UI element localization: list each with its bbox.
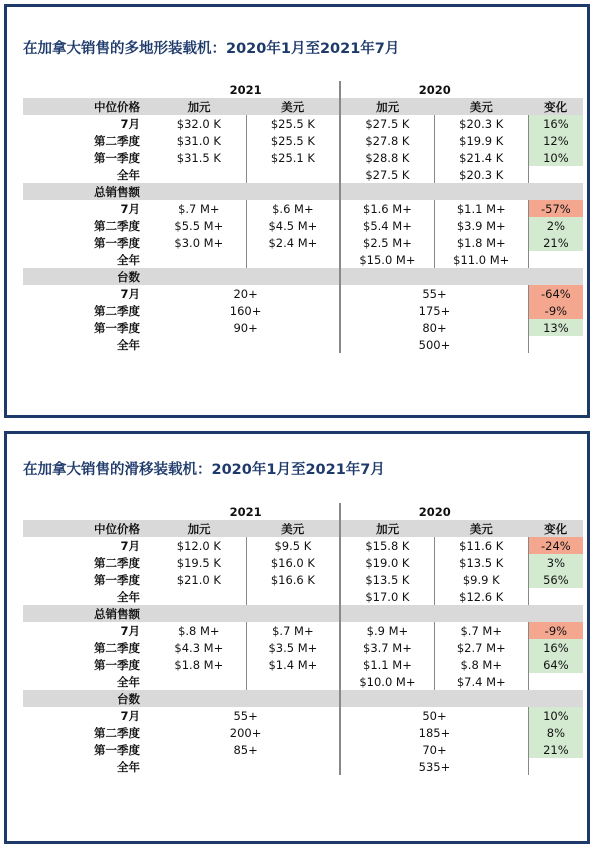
value-2020-cad: $.9 M+	[340, 622, 434, 639]
value-2021-cad	[152, 166, 246, 183]
value-2021-cad: $.8 M+	[152, 622, 246, 639]
change-value: 10%	[528, 149, 583, 166]
value-2021-cad: $12.0 K	[152, 537, 246, 554]
row-label: 第二季度	[94, 303, 141, 318]
value-2020-usd: $3.9 M+	[434, 217, 528, 234]
units-2020: 55+	[340, 285, 528, 302]
value-2021-usd: $1.4 M+	[246, 656, 340, 673]
value-2020-usd: $7.4 M+	[434, 673, 528, 690]
value-2020-cad: $27.5 K	[340, 166, 434, 183]
value-2021-usd: $2.4 M+	[246, 234, 340, 251]
usd-header: 美元	[246, 520, 340, 537]
table-row	[23, 588, 583, 605]
row-label: 第一季度	[94, 320, 141, 335]
change-header: 变化	[528, 98, 583, 115]
change-value: 8%	[528, 724, 583, 741]
blank-cell	[528, 503, 583, 520]
table-row	[23, 251, 583, 268]
value-2021-usd: $.7 M+	[246, 622, 340, 639]
column-header-row	[23, 98, 583, 115]
table-row	[23, 673, 583, 690]
row-label: 第一季度	[94, 572, 141, 587]
blank-cell	[434, 605, 528, 622]
value-2021-usd: $25.5 K	[246, 132, 340, 149]
value-2020-usd: $1.8 M+	[434, 234, 528, 251]
change-value: -9%	[528, 622, 583, 639]
cad-header: 加元	[340, 520, 434, 537]
change-value	[528, 758, 583, 775]
change-value: 56%	[528, 571, 583, 588]
row-label: 全年	[117, 759, 141, 774]
blank-cell	[528, 81, 583, 98]
median-price-header: 中位价格	[23, 98, 152, 115]
change-value: 13%	[528, 319, 583, 336]
value-2021-cad: $31.5 K	[152, 149, 246, 166]
change-value: 21%	[528, 741, 583, 758]
table-row	[23, 217, 583, 234]
total-sales-section	[23, 183, 583, 200]
row-label: 第一季度	[94, 150, 141, 165]
row-label: 全年	[117, 674, 141, 689]
units-2020: 70+	[340, 741, 528, 758]
usd-header: 美元	[434, 98, 528, 115]
blank-cell	[434, 690, 528, 707]
table-row	[23, 319, 583, 336]
value-2021-cad: $1.8 M+	[152, 656, 246, 673]
year-2021-label: 2021	[229, 82, 262, 97]
change-value	[528, 166, 583, 183]
blank-cell	[340, 268, 434, 285]
units-2020: 175+	[340, 302, 528, 319]
value-2020-usd: $2.7 M+	[434, 639, 528, 656]
value-2021-usd	[246, 588, 340, 605]
value-2020-usd: $9.9 K	[434, 571, 528, 588]
table-row	[23, 149, 583, 166]
row-label: 7月	[120, 623, 141, 638]
units-2021: 55+	[152, 707, 340, 724]
change-value: 2%	[528, 217, 583, 234]
usd-header: 美元	[246, 98, 340, 115]
units-section	[23, 690, 583, 707]
value-2021-cad	[152, 673, 246, 690]
change-value	[528, 251, 583, 268]
sales-table	[23, 81, 583, 353]
table-row	[23, 285, 583, 302]
row-label: 第二季度	[94, 218, 141, 233]
value-2021-usd	[246, 673, 340, 690]
value-2020-usd: $11.6 K	[434, 537, 528, 554]
change-value	[528, 673, 583, 690]
value-2021-usd: $9.5 K	[246, 537, 340, 554]
row-label: 第二季度	[94, 725, 141, 740]
value-2021-usd: $25.1 K	[246, 149, 340, 166]
value-2021-usd: $4.5 M+	[246, 217, 340, 234]
value-2020-usd: $12.6 K	[434, 588, 528, 605]
table-title: 在加拿大销售的多地形装载机：2020年1月至2021年7月	[23, 41, 400, 57]
value-2020-usd: $13.5 K	[434, 554, 528, 571]
blank-cell	[340, 605, 434, 622]
total-sales-section-label: 总销售额	[23, 605, 152, 622]
blank-cell	[434, 268, 528, 285]
table-row	[23, 639, 583, 656]
table-row	[23, 571, 583, 588]
value-2021-cad: $21.0 K	[152, 571, 246, 588]
blank-cell	[152, 690, 246, 707]
table-row	[23, 132, 583, 149]
table-row	[23, 234, 583, 251]
change-value: -24%	[528, 537, 583, 554]
cad-header: 加元	[340, 98, 434, 115]
change-value: -9%	[528, 302, 583, 319]
total-sales-section-label: 总销售额	[23, 183, 152, 200]
blank-cell	[340, 690, 434, 707]
value-2020-cad: $3.7 M+	[340, 639, 434, 656]
cad-header: 加元	[152, 98, 246, 115]
row-label: 7月	[120, 116, 141, 131]
value-2021-cad: $31.0 K	[152, 132, 246, 149]
row-label: 第一季度	[94, 657, 141, 672]
row-label: 第二季度	[94, 640, 141, 655]
row-label: 7月	[120, 286, 141, 301]
value-2020-usd: $20.3 K	[434, 166, 528, 183]
units-section	[23, 268, 583, 285]
value-2020-cad: $1.6 M+	[340, 200, 434, 217]
value-2020-cad: $10.0 M+	[340, 673, 434, 690]
value-2021-usd	[246, 166, 340, 183]
row-label: 全年	[117, 589, 141, 604]
year-header-row	[23, 503, 583, 520]
change-value: 16%	[528, 639, 583, 656]
blank-cell	[246, 690, 340, 707]
units-2020: 500+	[340, 336, 528, 353]
value-2021-usd: $16.0 K	[246, 554, 340, 571]
year-2020-label: 2020	[340, 81, 528, 98]
table-row	[23, 758, 583, 775]
blank-cell	[23, 81, 152, 98]
value-2020-cad: $15.8 K	[340, 537, 434, 554]
median-price-header: 中位价格	[23, 520, 152, 537]
change-value: -57%	[528, 200, 583, 217]
table-row	[23, 656, 583, 673]
row-label: 7月	[120, 708, 141, 723]
value-2021-cad: $19.5 K	[152, 554, 246, 571]
value-2021-usd: $3.5 M+	[246, 639, 340, 656]
units-2021: 90+	[152, 319, 340, 336]
units-2020: 185+	[340, 724, 528, 741]
blank-cell	[528, 268, 583, 285]
value-2021-usd	[246, 251, 340, 268]
table-title: 在加拿大销售的滑移装载机：2020年1月至2021年7月	[23, 462, 385, 478]
table-row	[23, 302, 583, 319]
value-2021-cad: $4.3 M+	[152, 639, 246, 656]
row-label: 全年	[117, 167, 141, 182]
value-2020-cad: $27.5 K	[340, 115, 434, 132]
value-2021-usd: $.6 M+	[246, 200, 340, 217]
value-2020-cad: $28.8 K	[340, 149, 434, 166]
units-2020: 80+	[340, 319, 528, 336]
value-2020-usd: $19.9 K	[434, 132, 528, 149]
units-2021: 200+	[152, 724, 340, 741]
total-sales-section	[23, 605, 583, 622]
table-row	[23, 200, 583, 217]
units-2020: 535+	[340, 758, 528, 775]
value-2021-cad	[152, 251, 246, 268]
table-row	[23, 724, 583, 741]
value-2021-usd: $25.5 K	[246, 115, 340, 132]
value-2020-cad: $2.5 M+	[340, 234, 434, 251]
sales-table	[23, 503, 583, 775]
year-2021-label: 2021	[229, 504, 262, 519]
year-header-row	[23, 81, 583, 98]
change-header: 变化	[528, 520, 583, 537]
value-2020-usd: $21.4 K	[434, 149, 528, 166]
change-value	[528, 336, 583, 353]
change-value: 16%	[528, 115, 583, 132]
table-row	[23, 554, 583, 571]
units-2021	[152, 758, 340, 775]
row-label: 7月	[120, 201, 141, 216]
row-label: 全年	[117, 252, 141, 267]
change-value: 12%	[528, 132, 583, 149]
value-2021-cad: $.7 M+	[152, 200, 246, 217]
value-2020-cad: $5.4 M+	[340, 217, 434, 234]
skid-steer-loader-panel	[4, 431, 590, 844]
table-row	[23, 336, 583, 353]
blank-cell	[246, 183, 340, 200]
row-label: 第二季度	[94, 555, 141, 570]
table-row	[23, 166, 583, 183]
row-label: 7月	[120, 538, 141, 553]
value-2021-cad: $32.0 K	[152, 115, 246, 132]
blank-cell	[246, 605, 340, 622]
units-section-label: 台数	[23, 268, 152, 285]
blank-cell	[23, 503, 152, 520]
blank-cell	[246, 268, 340, 285]
value-2021-cad	[152, 588, 246, 605]
table-row	[23, 115, 583, 132]
change-value: 10%	[528, 707, 583, 724]
blank-cell	[340, 183, 434, 200]
units-2021: 85+	[152, 741, 340, 758]
units-2021: 160+	[152, 302, 340, 319]
change-value	[528, 588, 583, 605]
table-row	[23, 741, 583, 758]
value-2021-cad: $3.0 M+	[152, 234, 246, 251]
value-2020-cad: $17.0 K	[340, 588, 434, 605]
row-label: 全年	[117, 337, 141, 352]
blank-cell	[434, 183, 528, 200]
usd-header: 美元	[434, 520, 528, 537]
value-2020-usd: $.7 M+	[434, 622, 528, 639]
row-label: 第一季度	[94, 235, 141, 250]
change-value: 3%	[528, 554, 583, 571]
row-label: 第一季度	[94, 742, 141, 757]
table-row	[23, 707, 583, 724]
value-2021-cad: $5.5 M+	[152, 217, 246, 234]
value-2020-usd: $11.0 M+	[434, 251, 528, 268]
change-value: -64%	[528, 285, 583, 302]
blank-cell	[528, 605, 583, 622]
value-2020-cad: $15.0 M+	[340, 251, 434, 268]
value-2021-usd: $16.6 K	[246, 571, 340, 588]
value-2020-usd: $1.1 M+	[434, 200, 528, 217]
multi-terrain-loader-panel	[4, 4, 590, 418]
value-2020-cad: $27.8 K	[340, 132, 434, 149]
cad-header: 加元	[152, 520, 246, 537]
value-2020-cad: $19.0 K	[340, 554, 434, 571]
units-2020: 50+	[340, 707, 528, 724]
row-label: 第二季度	[94, 133, 141, 148]
blank-cell	[528, 690, 583, 707]
change-value: 64%	[528, 656, 583, 673]
value-2020-cad: $1.1 M+	[340, 656, 434, 673]
units-2021	[152, 336, 340, 353]
blank-cell	[152, 605, 246, 622]
column-header-row	[23, 520, 583, 537]
blank-cell	[152, 268, 246, 285]
units-2021: 20+	[152, 285, 340, 302]
table-row	[23, 622, 583, 639]
table-row	[23, 537, 583, 554]
value-2020-usd: $20.3 K	[434, 115, 528, 132]
value-2020-cad: $13.5 K	[340, 571, 434, 588]
blank-cell	[152, 183, 246, 200]
change-value: 21%	[528, 234, 583, 251]
units-section-label: 台数	[23, 690, 152, 707]
value-2020-usd: $.8 M+	[434, 656, 528, 673]
blank-cell	[528, 183, 583, 200]
year-2020-label: 2020	[340, 503, 528, 520]
